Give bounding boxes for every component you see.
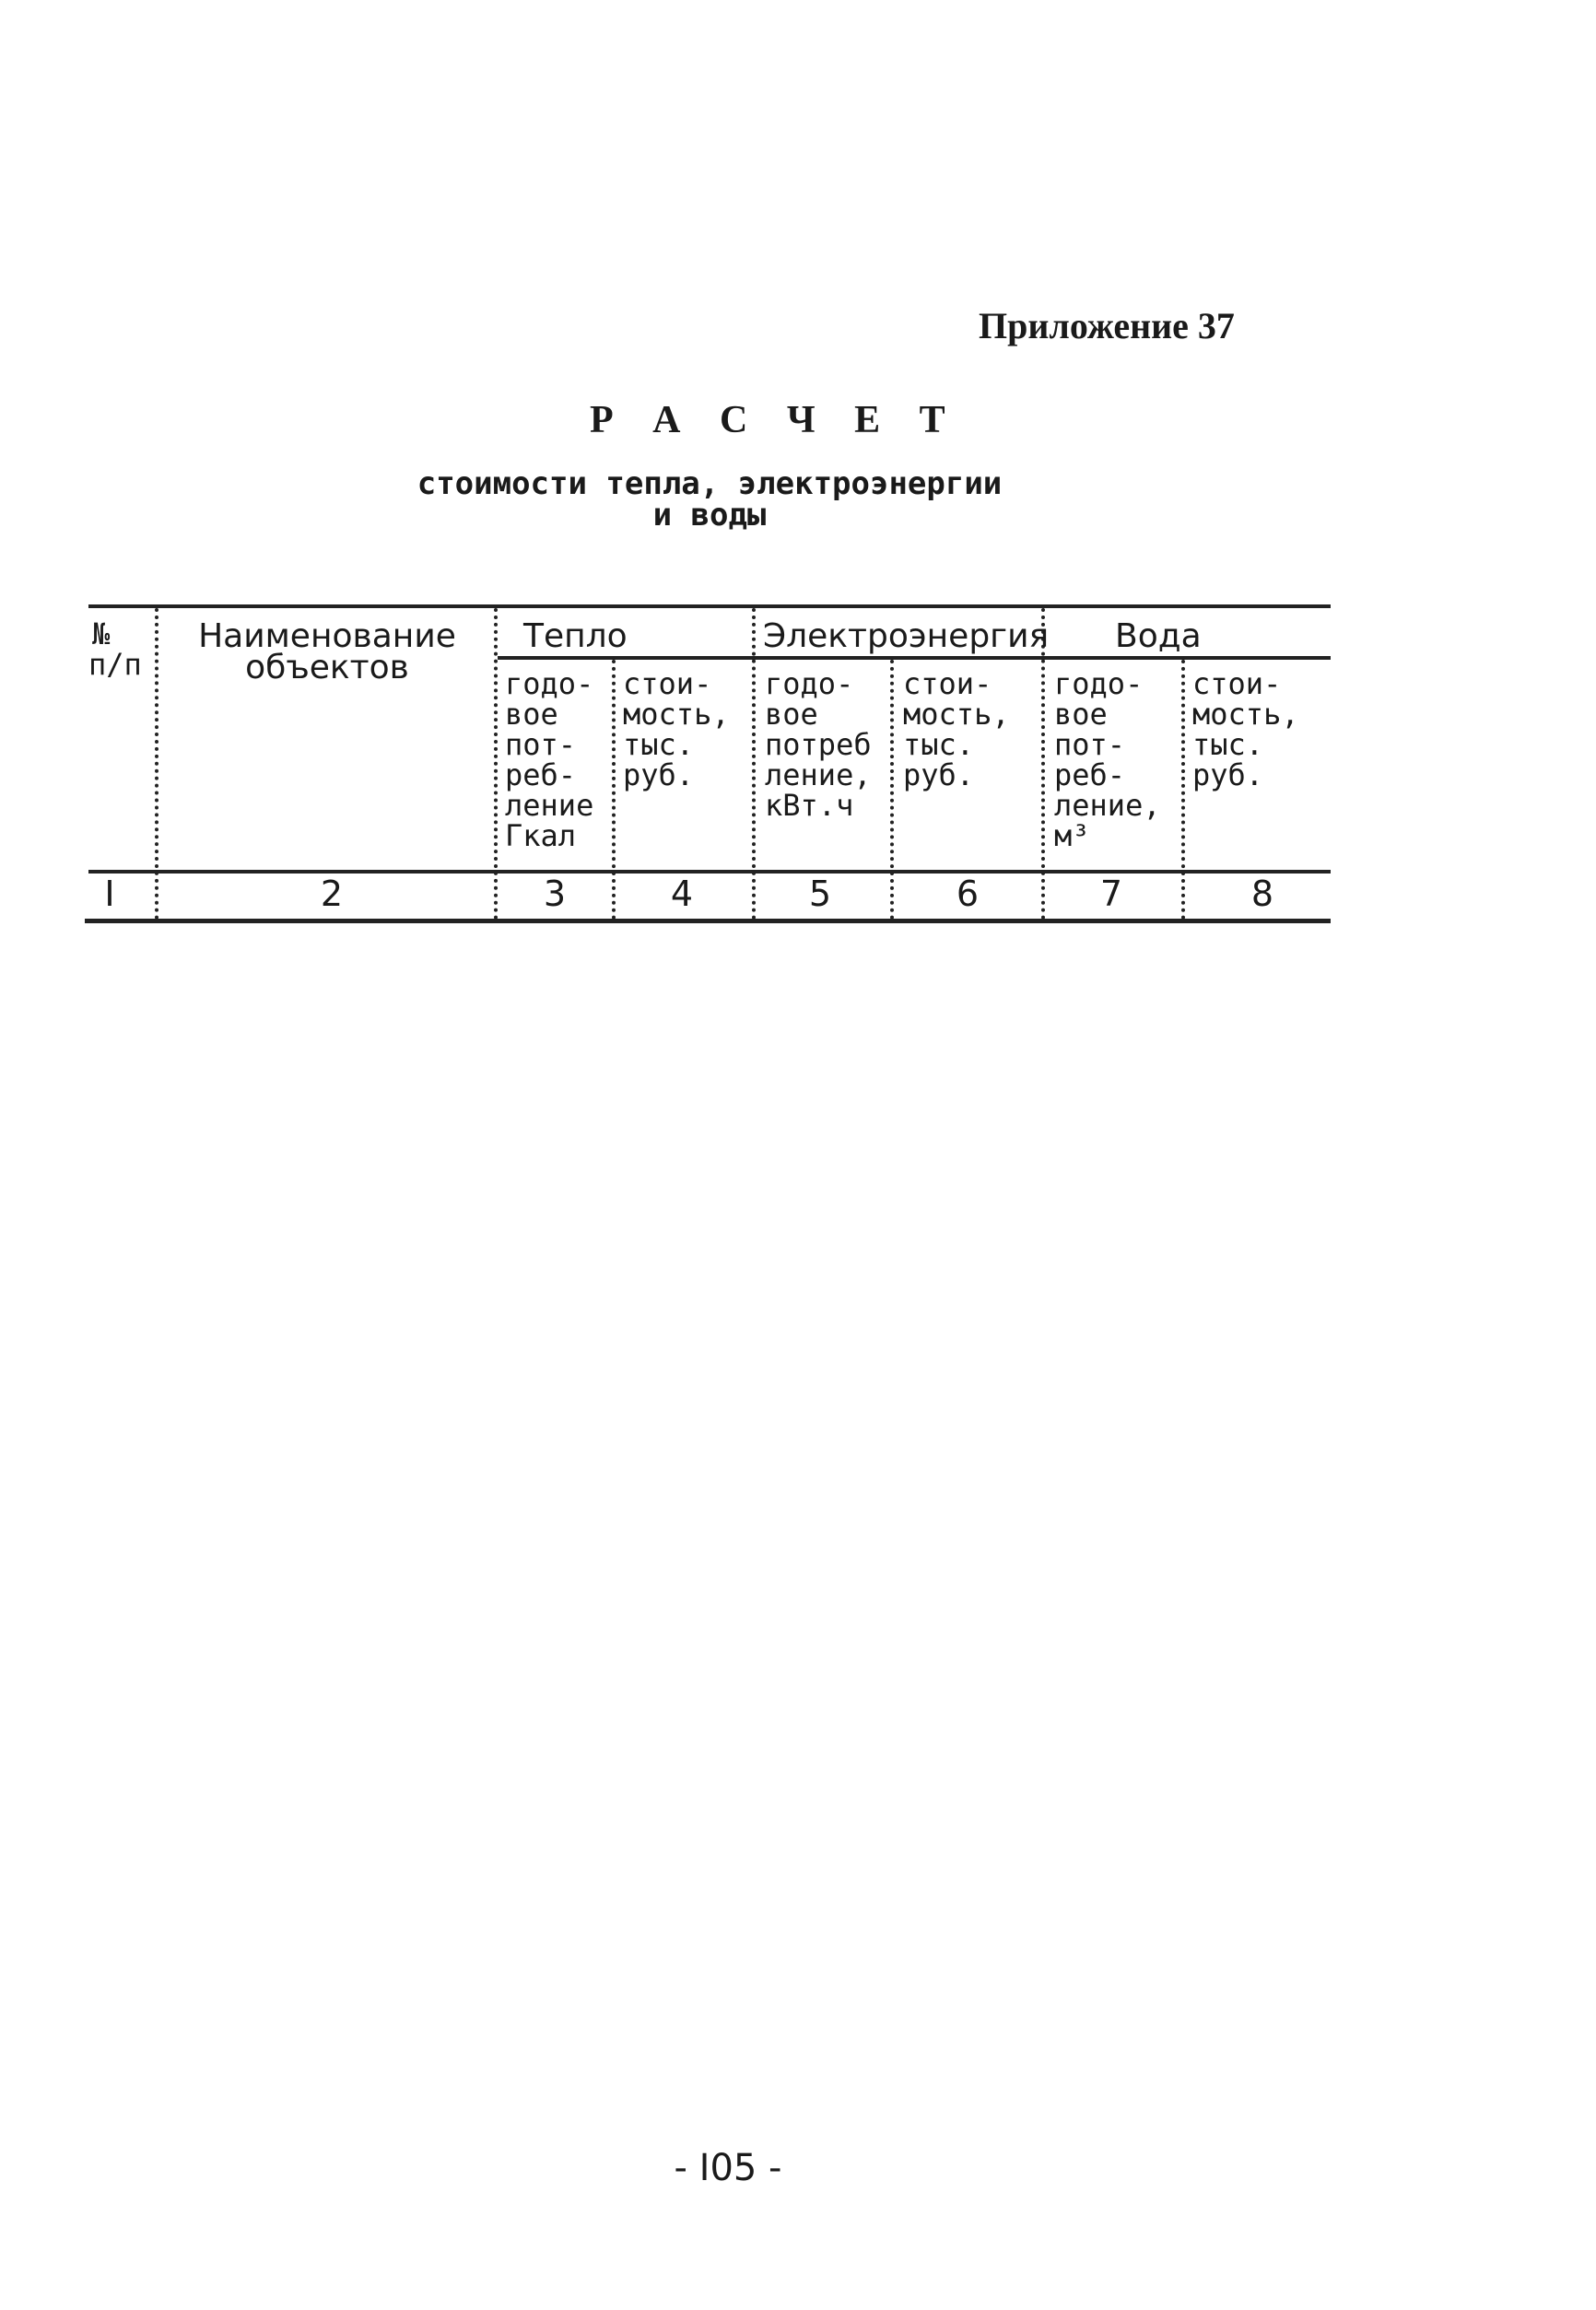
header-elec-consumption: годо- вое потреб ление, кВт.ч — [765, 666, 872, 823]
column-number-2: 2 — [320, 874, 344, 914]
header-no: № п/п — [88, 616, 142, 682]
header-object-name: Наименование объектов — [198, 617, 456, 686]
column-number-3: 3 — [543, 874, 567, 914]
header-water: Вода — [1115, 617, 1202, 655]
column-number-1: I — [104, 874, 115, 914]
header-elec-cost: стои- мость, тыс. руб. — [903, 666, 1010, 792]
column-number-8: 8 — [1250, 874, 1274, 914]
header-electricity: Электроэнергия — [763, 617, 1050, 655]
page-number: - I05 - — [674, 2147, 782, 2189]
column-number-7: 7 — [1099, 874, 1123, 914]
divider-heat-sub — [612, 660, 616, 920]
column-number-5: 5 — [808, 874, 832, 914]
divider-heat-elec — [752, 608, 756, 920]
header-heat: Тепло — [523, 617, 628, 655]
table-top-rule — [88, 604, 1331, 608]
document-title: Р А С Ч Е Т — [590, 399, 960, 441]
header-heat-cost: стои- мость, тыс. руб. — [623, 666, 730, 792]
header-heat-consumption: годо- вое пот- реб- ление Гкал — [505, 666, 594, 853]
divider-elec-sub — [890, 660, 894, 920]
group-header-rule — [498, 656, 1331, 660]
subtitle-line-1: стоимости тепла, электроэнергии — [417, 465, 1003, 502]
appendix-label: Приложение 37 — [979, 305, 1235, 346]
column-number-6: 6 — [956, 874, 980, 914]
divider-name-heat — [494, 608, 498, 920]
column-number-4: 4 — [670, 874, 694, 914]
header-water-consumption: годо- вое пот- реб- ление, м³ — [1054, 666, 1161, 853]
divider-no-name — [155, 608, 158, 920]
header-bottom-rule — [88, 870, 1331, 874]
divider-water-sub — [1181, 660, 1185, 920]
document-subtitle — [369, 465, 1050, 534]
subtitle-line-2: и воды — [652, 497, 767, 534]
table-bottom-rule — [85, 919, 1331, 923]
header-water-cost: стои- мость, тыс. руб. — [1192, 666, 1299, 792]
